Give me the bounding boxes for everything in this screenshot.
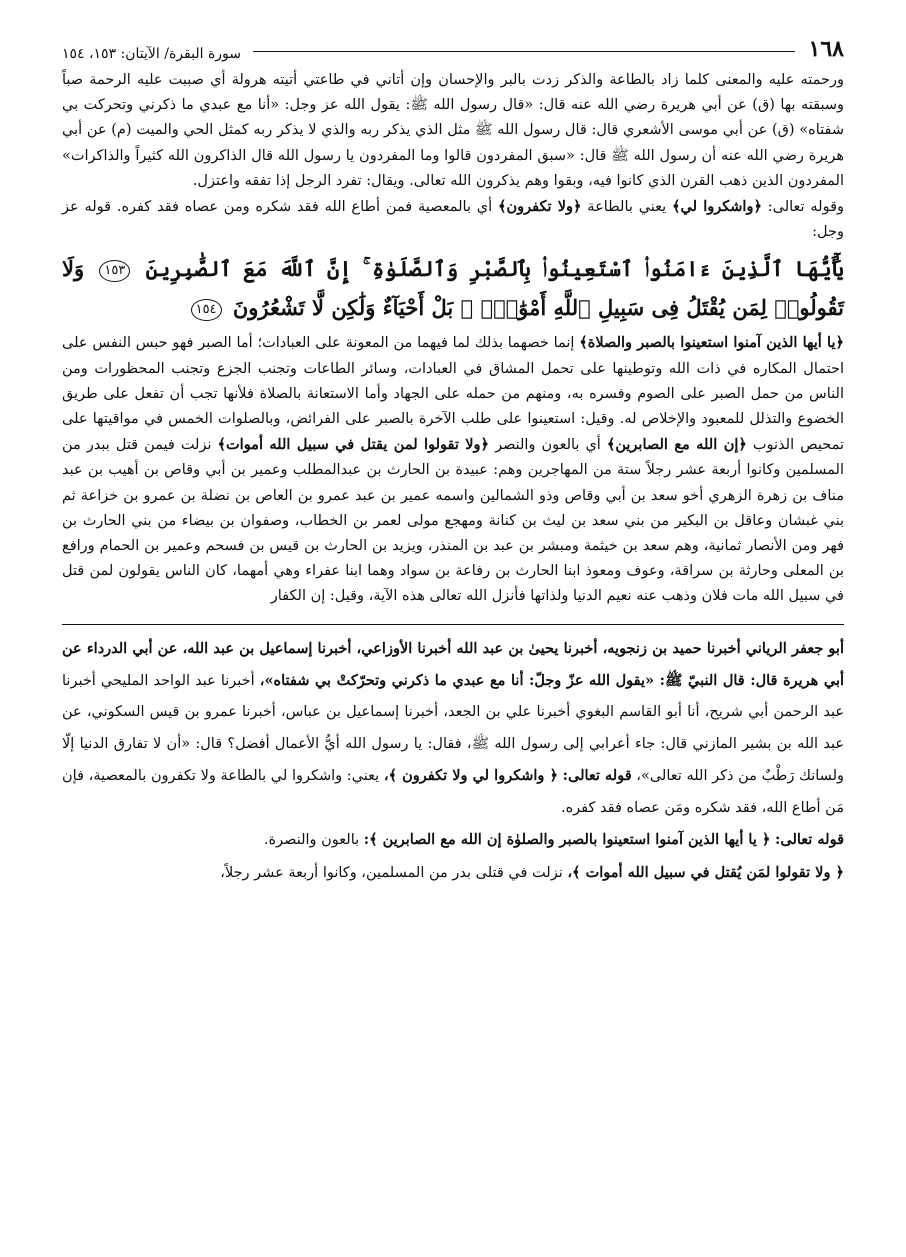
commentary-paragraph-1: ورحمته عليه والمعنى كلما زاد بالطاعة والذكر زدت بالبر والإحسان وإن أتاني في طاعتي أتيته هرولة أي صببت عليه الرحمة صباً وسبقته بها (ق) عن أبي هريرة رضي الله عنه قال: «قال رسول الله ﷺ: يقول الله عز وجل: «أنا مع عبدي ما ذكرني وتحركت بي شفتاه» (ق) عن أبي موسى الأشعري قال: قال رسول الله ﷺ مثل الذي يذكر ربه والذي لا يذكر ربه كمثل الحي والميت (م) عن أبي هريرة رضي الله عنه أن رسول الله ﷺ قال: «سبق المفردون قالوا وما المفردون يا رسول الله قال الذاكرون الله كثيراً والذاكرات» المفردون الذين ذهب القرن الذي كانوا فيه، وبقوا وهم يذكرون الله تعالى. ويقال: تفرد الرجل إذا تفقه واعتزل. bbox=[62, 72, 844, 189]
footnote-text: بالعون والنصرة. bbox=[263, 832, 360, 849]
footnote-text: نزلت في قتلى بدر من المسلمين، وكانوا أربعة عشر رجلاً، bbox=[220, 864, 563, 881]
commentary-paragraph-3 bbox=[62, 330, 844, 609]
footnote-block-2 bbox=[62, 824, 844, 856]
commentary-paragraph-2 bbox=[62, 194, 844, 245]
p3-text: إنما خصهما بذلك لما فيهما من المعونة على العبادات؛ أما الصبر فهو حبس النفس على احتمال المكاره في ذات الله وتوطينها على تحمل المشاق في العبادات، وسائر الطاعات وتجنب الجزع وتجنب المحظورات ومن الناس من حمل الصبر على الصوم وفسره به، ومنهم من حمله على الجهاد وأما الاستعانة بالصلاة فلأنها تجب أن تفعل على طريق الخضوع والتذلل للمعبود والإخلاص له. وقيل: استعينوا على طلب الآخرة بالصبر على الفرائض، وبالصلوات الخمس في مواقيتها على تمحيص الذنوب bbox=[62, 335, 845, 454]
quran-quote: ﴿واشكروا لي﴾ bbox=[672, 198, 762, 216]
verse-number-marker: ١٥٤ bbox=[191, 299, 222, 321]
footnote-intro: قوله تعالى: bbox=[562, 767, 632, 785]
book-page bbox=[62, 30, 844, 889]
footnote-block-3 bbox=[62, 857, 844, 889]
quran-quote: ﴿يا أيها الذين آمنوا استعينوا بالصبر والصلاة﴾ bbox=[579, 334, 844, 352]
quran-quote: ﴿ ولا تقولوا لمَن يُقتل في سبيل الله أموات ﴾، bbox=[567, 863, 844, 881]
footnote-bold-text: أبو جعفر الرياني أخبرنا حميد بن زنجويه، أخبرنا يحيىٰ بن عبد الله أخبرنا الأوزاعي، أخبرنا إسماعيل بن عبد الله، عن أبي الدرداء عن أبي هريرة قال: قال النبيّ ﷺ: «يقول الله عزّ وجلّ: أنا مع عبدي ما ذكرني وتحرّكتْ بي شفتاه»، bbox=[62, 639, 845, 690]
footnote-divider bbox=[62, 624, 844, 625]
quran-quote: ﴿ولا تقولوا لمن يقتل في سبيل الله أموات﴾ bbox=[217, 436, 490, 454]
p2-mid: يعني بالطاعة bbox=[587, 199, 667, 216]
page-number: ١٦٨ bbox=[808, 36, 844, 62]
footnote-block-1 bbox=[62, 633, 844, 824]
p2-rest: أي بالمعصية فمن أطاع الله فقد شكره ومن عصاه فقد كفره. قوله عز وجل: bbox=[62, 199, 844, 241]
p3-mid: أي بالعون والنصر bbox=[495, 437, 601, 454]
quran-quote: ﴿ولا تكفرون﴾ bbox=[497, 198, 582, 216]
verse-text: وَلَا تَقُولُوا۟ لِمَن يُقْتَلُ فِى سَبِيلِ ٱللَّهِ أَمْوَٰتٌۢ ۚ بَلْ أَحْيَآءٌ وَلَٰكِن لَّا تَشْعُرُونَ bbox=[62, 256, 844, 321]
quran-quote: ﴿ واشكروا لي ولا تكفرون ﴾، bbox=[383, 767, 558, 785]
p2-intro: وقوله تعالى: bbox=[767, 199, 844, 216]
quran-quote: ﴿ يا أيها الذين آمنوا استعينوا بالصبر والصلوٰة إن الله مع الصابرين ﴾: bbox=[363, 831, 771, 849]
p3-end: نزلت فيمن قتل ببدر من المسلمين وكانوا أربعة عشر رجلاً ستة من المهاجرين وهم: عبيدة بن الحارث بن عبدالمطلب وعمير بن أبي وقاص بن أهيب بن عبد مناف بن زهرة الزهري أخو سعد بن أبي وقاص وذو الشمالين واسمه عمير بن عبد عمرو بن العاص بن نضلة بن عمرو بن خزاعة ثم بني غبشان وعاقل بن البكير من بني سعد بن ليث بن كنانة ومهجع مولى لعمر بن الخطاب، وصفوان بن بيضاء من بني الحارث بن فهر ومن الأنصار ثمانية، وهم سعد بن خيثمة ومبشر بن عبد بن المنذر، ويزيد بن الحارث بن قيس بن فسحم وعمير بن الحمام ورافع بن المعلى وحارثة بن سراقة، وعوف ومعوذ ابنا الحارث بن رفاعة بن سواد وهما ابنا عفراء وهي أمهما، كان الناس يقولون لمن قتل في سبيل الله مات فلان وذهب عنه نعيم الدنيا ولذاتها فأنزل الله تعالى هذه الآية، وقيل: إن الكفار bbox=[62, 437, 844, 605]
footnote-text: يعني: واشكروا لي بالطاعة ولا تكفرون بالمعصية، فإن مَن أطاع الله، فقد شكره ومَن عصاه فقد كفره. bbox=[62, 768, 844, 816]
running-head: سورة البقرة/ الآيتان: ١٥٣، ١٥٤ bbox=[62, 46, 241, 62]
header-rule bbox=[253, 51, 795, 52]
verse-number-marker: ١٥٣ bbox=[99, 260, 130, 282]
footnote-text: أخبرنا عبد الواحد المليحي أخبرنا عبد الرحمن أبي شريح، أنا أبو القاسم البغوي أخبرنا علي بن الجعد، أخبرنا إسماعيل بن عباس، أخبرنا عمرو بن قيس السكوني، عن عبد الله بن بشير المازني قال: جاء أعرابي إلى رسول الله ﷺ، فقال: يا رسول الله أيُّ الأعمال أفضل؟ قال: «أن لا تفارق الدنيا إلّا ولسانك رَطْبٌ من ذكر الله تعالى»، bbox=[62, 673, 845, 785]
footnote-intro: قوله تعالى: bbox=[775, 831, 844, 849]
page-header bbox=[62, 30, 844, 62]
quran-quote: ﴿إن الله مع الصابرين﴾ bbox=[606, 436, 747, 454]
quran-verse-block bbox=[62, 249, 844, 327]
verse-text: يَٰٓأَيُّهَا ٱلَّذِينَ ءَامَنُوا۟ ٱسْتَعِينُوا۟ بِٱلصَّبْرِ وَٱلصَّلَوٰةِ ۚ إِنَّ ٱللَّهَ مَعَ ٱلصَّٰبِرِينَ bbox=[145, 256, 845, 282]
